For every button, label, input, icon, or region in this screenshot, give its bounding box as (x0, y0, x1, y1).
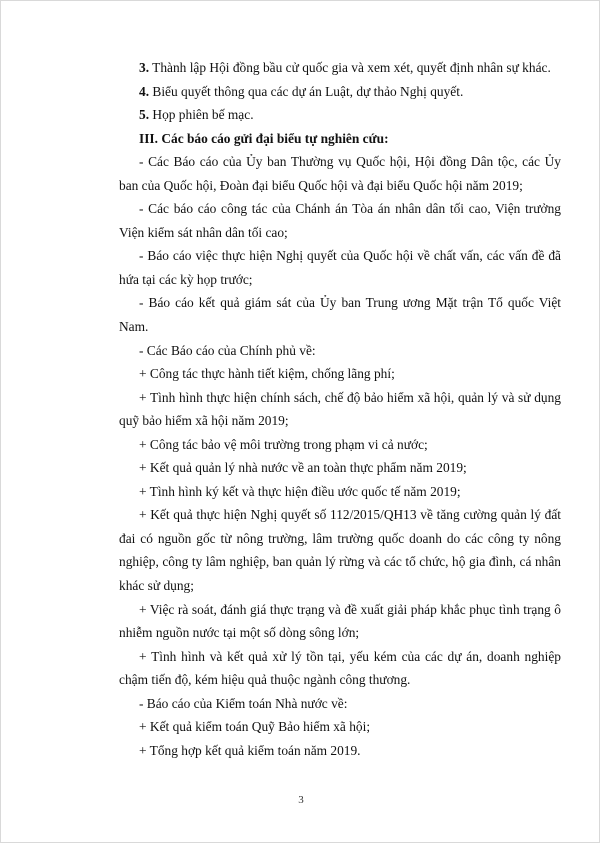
paragraph: + Việc rà soát, đánh giá thực trạng và đề xuất giải pháp khắc phục tình trạng ô nhiễm nguồn nước tại một số dòng sông lớn; (119, 601, 561, 641)
page-body (119, 56, 561, 762)
paragraph: - Báo cáo kết quả giám sát của Ủy ban Trung ương Mặt trận Tổ quốc Việt Nam. (119, 295, 561, 335)
paragraph: - Các Báo cáo của Chính phủ về: (139, 342, 316, 358)
agenda-text: Họp phiên bế mạc. (149, 107, 254, 123)
agenda-item-3 (119, 56, 561, 80)
paragraph: - Báo cáo của Kiểm toán Nhà nước về: (139, 695, 348, 711)
section-heading: III. Các báo cáo gửi đại biểu tự nghiên cứu: (139, 130, 389, 146)
agenda-text: Biểu quyết thông qua các dự án Luật, dự thảo Nghị quyết. (149, 83, 464, 99)
paragraph: + Tình hình thực hiện chính sách, chế độ bảo hiểm xã hội, quản lý và sử dụng quỹ bảo hiểm xã hội năm 2019; (119, 389, 561, 429)
paragraph: + Kết quả quản lý nhà nước về an toàn thực phẩm năm 2019; (139, 460, 467, 476)
paragraph: - Các Báo cáo của Ủy ban Thường vụ Quốc hội, Hội đồng Dân tộc, các Ủy ban của Quốc hội, Đoàn đại biểu Quốc hội và đại biểu Quốc hội năm 2019; (119, 154, 561, 193)
agenda-number: 3. (139, 60, 150, 75)
paragraph: + Công tác thực hành tiết kiệm, chống lãng phí; (139, 366, 395, 382)
agenda-item-5 (119, 103, 561, 127)
paragraph: + Tình hình và kết quả xử lý tồn tại, yếu kém của các dự án, doanh nghiệp chậm tiến độ, kém hiệu quả thuộc ngành công thương. (119, 648, 561, 688)
paragraph: + Kết quả thực hiện Nghị quyết số 112/2015/QH13 về tăng cường quản lý đất đai có nguồn gốc từ nông trường, lâm trường quốc doanh do các công ty nông nghiệp, công ty lâm nghiệp, ban quản lý rừng và các tổ chức, hộ gia đình, cá nhân khác sử dụng; (119, 507, 561, 594)
paragraph: + Kết quả kiểm toán Quỹ Bảo hiểm xã hội; (139, 719, 371, 735)
paragraph: + Công tác bảo vệ môi trường trong phạm vi cả nước; (139, 436, 428, 452)
agenda-number: 4. (139, 83, 150, 99)
paragraph: - Báo cáo việc thực hiện Nghị quyết của Quốc hội về chất vấn, các vấn đề đã hứa tại các kỳ họp trước; (119, 248, 561, 287)
paragraph: + Tình hình ký kết và thực hiện điều ước quốc tế năm 2019; (139, 483, 461, 499)
paragraph: - Các báo cáo công tác của Chánh án Tòa án nhân dân tối cao, Viện trưởng Viện kiểm sát nhân dân tối cao; (119, 201, 561, 240)
agenda-number: 5. (139, 107, 150, 123)
agenda-item-4 (119, 80, 561, 104)
agenda-text: Thành lập Hội đồng bầu cử quốc gia và xem xét, quyết định nhân sự khác. (149, 60, 551, 75)
page-number: 3 (298, 794, 304, 806)
paragraph: + Tổng hợp kết quả kiểm toán năm 2019. (139, 742, 361, 758)
